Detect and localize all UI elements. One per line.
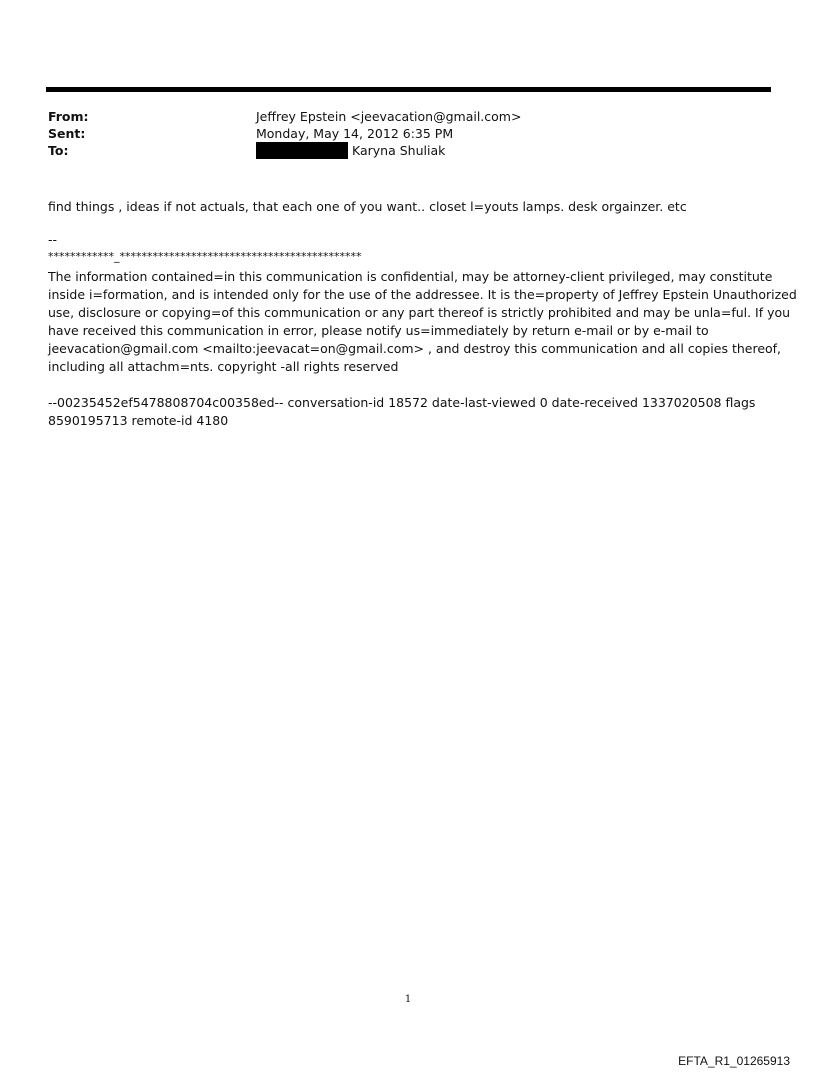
disclaimer-line: have received this communication in error, please notify us=immediately by return e-mail or by e-mail to [48,323,709,338]
from-value: Jeffrey Epstein <jeevacation@gmail.com> [256,109,522,124]
metadata-line: --00235452ef5478808704c00358ed-- conversation-id 18572 date-last-viewed 0 date-received 1337020508 flags [48,395,756,410]
header-divider [46,87,771,92]
disclaimer-line: The information contained=in this communication is confidential, may be attorney-client privileged, may constitute [48,269,773,284]
page-number: 1 [404,994,412,1005]
signature-dash: -- [48,232,58,247]
message-metadata [48,394,773,430]
document-id: EFTA_R1_01265913 [678,1054,790,1068]
from-label: From: [48,109,89,124]
disclaimer-line: jeevacation@gmail.com <mailto:jeevacat=on@gmail.com> , and destroy this communication and all copies thereof, [48,341,782,356]
disclaimer-line: inside i=formation, and is intended only for the use of the addressee. It is the=property of Jeffrey Epstein Unauthorized [48,287,797,302]
confidentiality-disclaimer [48,268,797,376]
message-body: find things , ideas if not actuals, that each one of you want.. closet l=youts lamps. desk orgainzer. etc [48,199,687,214]
sent-label: Sent: [48,126,86,141]
to-label: To: [48,143,69,158]
metadata-line: 8590195713 remote-id 4180 [48,413,229,428]
disclaimer-line: use, disclosure or copying=of this communication or any part thereof is strictly prohibited and may be unla=ful. If you [48,305,791,320]
redaction-block [256,142,348,159]
signature-stars: ************_******************************************** [48,250,362,263]
sent-value: Monday, May 14, 2012 6:35 PM [256,126,454,141]
disclaimer-line: including all attachm=nts. copyright -all rights reserved [48,359,399,374]
to-value: Karyna Shuliak [352,143,446,158]
to-value-wrapper [256,142,445,159]
